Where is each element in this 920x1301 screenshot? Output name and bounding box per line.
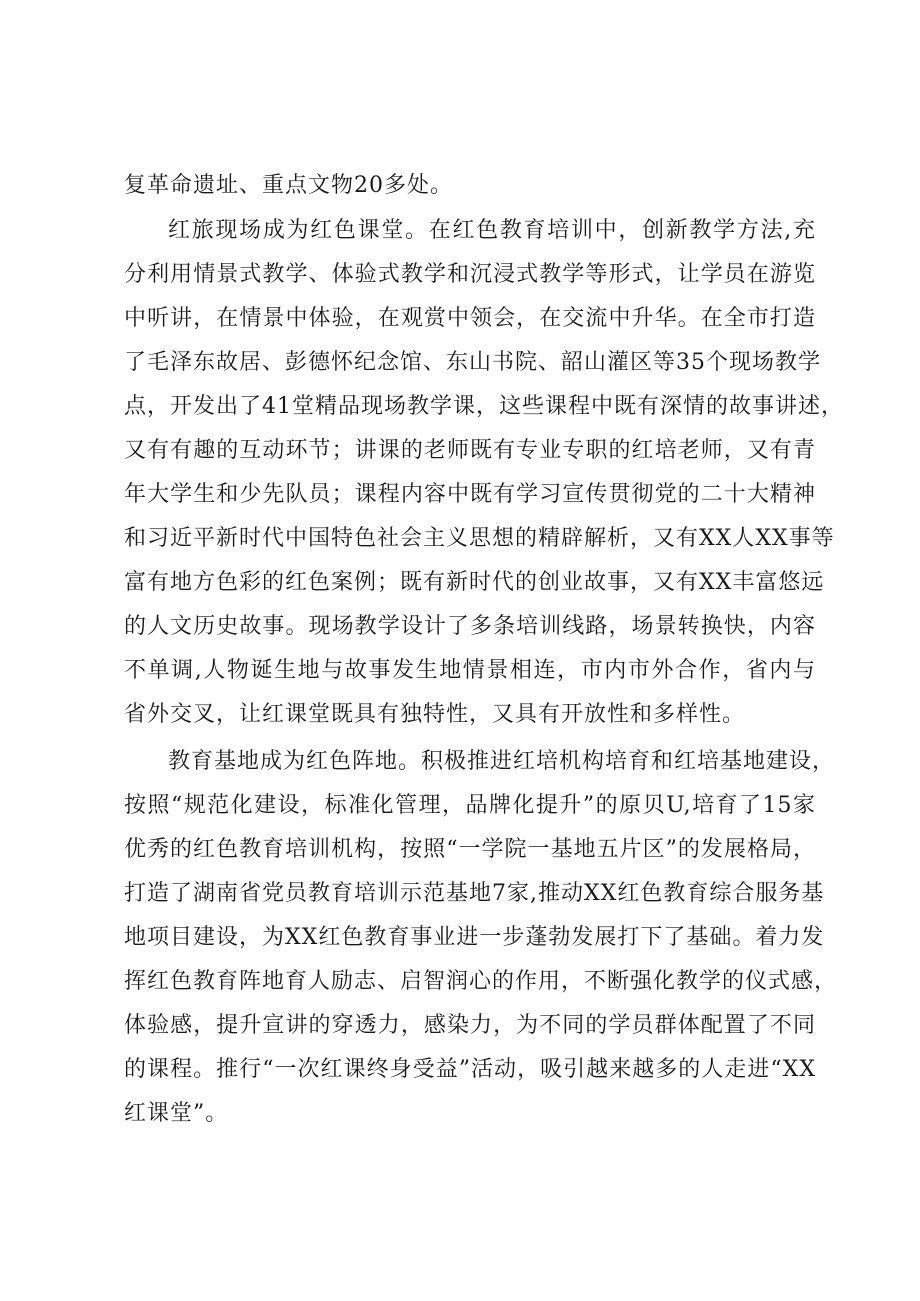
paragraph-3-line: 教育基地成为红色阵地。积极推进红培机构培育和红培基地建设， [168,749,836,774]
paragraph-2-line: 富有地方色彩的红色案例；既有新时代的创业故事，又有XX丰富悠远 [124,570,825,595]
paragraph-2-line: 了毛泽东故居、彭德怀纪念馆、东山书院、韶山灌区等35个现场教学 [124,350,821,375]
paragraph-2-line: 分利用情景式教学、体验式教学和沉浸式教学等形式，让学员在游览 [124,262,816,287]
paragraph-2-line: 的人文历史故事。现场教学设计了多条培训线路，场景转换快，内容 [124,614,816,639]
paragraph-3 [124,740,838,1136]
paragraph-3-line: 体验感，提升宣讲的穿透力，感染力，为不同的学员群体配置了不同 [124,1013,816,1038]
paragraph-3-line: 地项目建设，为XX红色教育事业进一步蓬勃发展打下了基础。着力发 [124,925,825,950]
paragraph-2-line: 又有有趣的互动环节；讲课的老师既有专业专职的红培老师，又有青 [124,438,816,463]
paragraph-3-line: 按照“规范化建设，标准化管理，品牌化提升”的原贝U,培育了15家 [124,793,816,818]
paragraph-3-line: 打造了湖南省党员教育培训示范基地7家,推动XX红色教育综合服务基 [124,881,825,906]
paragraph-2-line: 中听讲，在情景中体验，在观赏中领会，在交流中升华。在全市打造 [124,306,816,331]
paragraph-2-line: 不单调,人物诞生地与故事发生地情景相连，市内市外合作，省内与 [124,658,816,683]
paragraph-2-line: 点，开发出了41堂精品现场教学课，这些课程中既有深情的故事讲述， [124,394,844,419]
paragraph-3-line: 挥红色教育阵地育人励志、启智润心的作用，不断强化教学的仪式感， [124,969,838,994]
paragraph-3-line: 红课堂”。 [124,1101,229,1126]
paragraph-3-line: 的课程。推行“一次红课终身受益”活动，吸引越来越多的人走进“XX [124,1057,816,1082]
paragraph-1-line: 复革命遗址、重点文物20多处。 [124,173,453,198]
paragraph-2-line: 省外交叉，让红课堂既具有独特性，又具有开放性和多样性。 [124,702,746,727]
paragraph-2-line: 红旅现场成为红色课堂。在红色教育培训中，创新教学方法,充 [168,218,816,243]
paragraph-2 [124,209,844,737]
paragraph-2-line: 年大学生和少先队员；课程内容中既有学习宣传贯彻党的二十大精神 [124,482,816,507]
paragraph-1 [124,164,816,208]
paragraph-2-line: 和习近平新时代中国特色社会主义思想的精辟解析，又有XX人XX事等 [124,526,835,551]
paragraph-3-line: 优秀的红色教育培训机构，按照“一学院一基地五片区”的发展格局， [124,837,816,862]
